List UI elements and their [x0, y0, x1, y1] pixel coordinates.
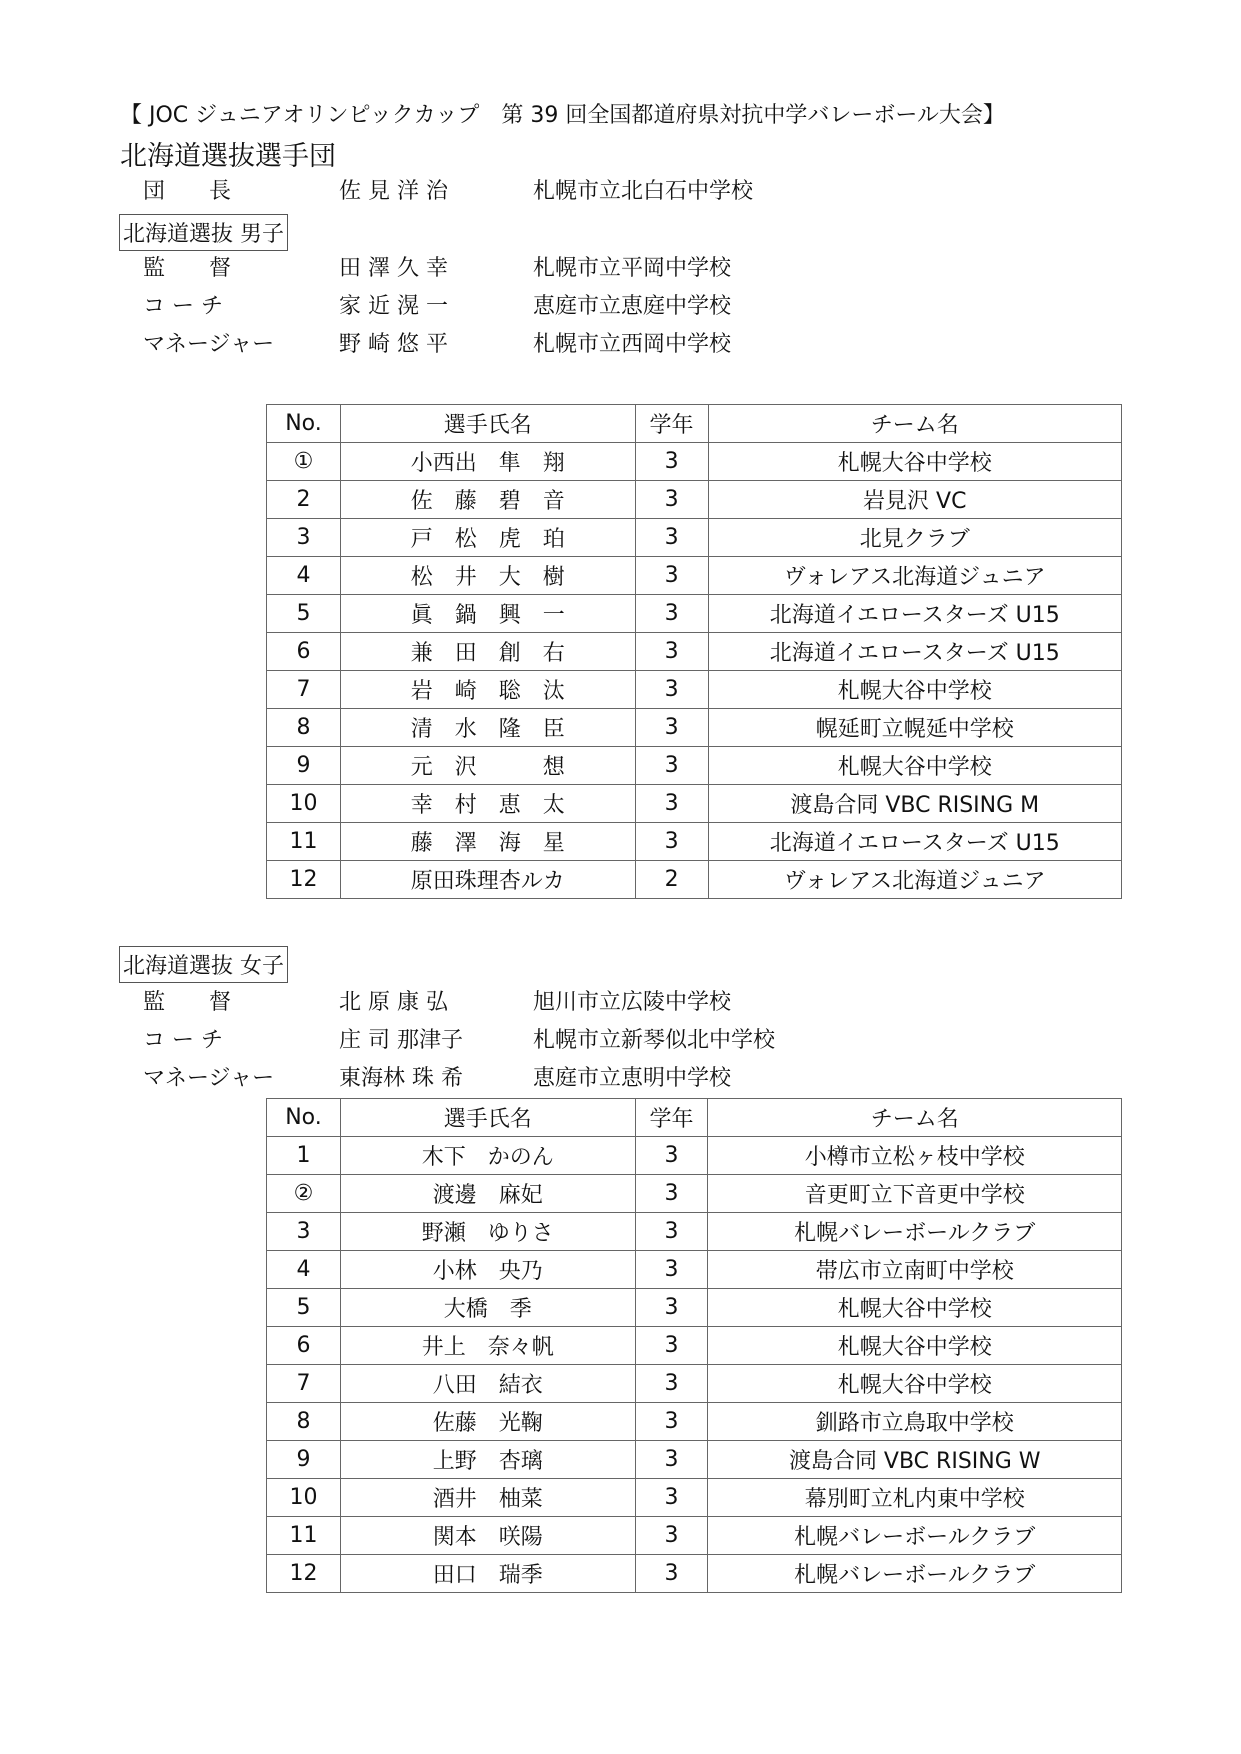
player-name: 小林 央乃 — [340, 1251, 635, 1289]
player-number: 6 — [267, 1327, 341, 1365]
staff-name: 佐 見 洋 治 — [339, 179, 448, 204]
table-row — [267, 1441, 1122, 1479]
player-name: 佐藤 光鞠 — [340, 1403, 635, 1441]
player-team: 小樽市立松ヶ枝中学校 — [708, 1137, 1122, 1175]
player-team: 札幌バレーボールクラブ — [708, 1517, 1122, 1555]
player-team: 北海道イエロースターズ U15 — [708, 595, 1121, 633]
girls-roster-table — [266, 1098, 1122, 1593]
player-team: ヴォレアス北海道ジュニア — [708, 861, 1121, 899]
table-row — [267, 1327, 1122, 1365]
player-number: 11 — [267, 1517, 341, 1555]
player-number: 8 — [267, 709, 341, 747]
player-name: 八田 結衣 — [340, 1365, 635, 1403]
player-team: 札幌大谷中学校 — [708, 671, 1121, 709]
column-header-grade: 学年 — [635, 405, 708, 443]
player-team: 釧路市立鳥取中学校 — [708, 1403, 1122, 1441]
player-team: 北海道イエロースターズ U15 — [708, 823, 1121, 861]
player-grade: 3 — [635, 1441, 708, 1479]
table-row — [267, 1555, 1122, 1593]
table-row — [267, 861, 1122, 899]
table-row — [267, 557, 1122, 595]
staff-row — [0, 289, 1241, 325]
player-grade: 3 — [635, 709, 708, 747]
player-number: 3 — [267, 1213, 341, 1251]
table-row — [267, 1517, 1122, 1555]
player-number: 6 — [267, 633, 341, 671]
player-name: 清 水 隆 臣 — [340, 709, 635, 747]
player-number: 2 — [267, 481, 341, 519]
player-team: 音更町立下音更中学校 — [708, 1175, 1122, 1213]
player-team: 幕別町立札内東中学校 — [708, 1479, 1122, 1517]
player-grade: 3 — [635, 747, 708, 785]
staff-school: 札幌市立新琴似北中学校 — [533, 1028, 776, 1053]
staff-name: 野 崎 悠 平 — [339, 332, 448, 357]
column-header-number: No. — [267, 405, 341, 443]
boys-section-label: 北海道選抜 男子 — [119, 214, 288, 251]
player-team: 札幌大谷中学校 — [708, 1289, 1122, 1327]
staff-role: コ ー チ — [143, 294, 223, 319]
table-row — [267, 709, 1122, 747]
staff-name: 東海林 珠 希 — [339, 1066, 463, 1091]
staff-role: マネージャー — [143, 1066, 275, 1091]
staff-row — [0, 1023, 1241, 1059]
player-grade: 3 — [635, 785, 708, 823]
player-number: 5 — [267, 595, 341, 633]
player-name: 松 井 大 樹 — [340, 557, 635, 595]
player-number: 1 — [267, 1137, 341, 1175]
player-name: 藤 澤 海 星 — [340, 823, 635, 861]
player-name: 岩 崎 聡 汰 — [340, 671, 635, 709]
player-name: 戸 松 虎 珀 — [340, 519, 635, 557]
player-number: 9 — [267, 747, 341, 785]
table-header-row — [267, 1099, 1122, 1137]
staff-school: 恵庭市立恵明中学校 — [533, 1066, 732, 1091]
player-grade: 3 — [635, 1365, 708, 1403]
staff-row — [0, 327, 1241, 363]
player-grade: 3 — [635, 1327, 708, 1365]
player-grade: 3 — [635, 1555, 708, 1593]
column-header-team: チーム名 — [708, 1099, 1122, 1137]
player-name: 兼 田 創 右 — [340, 633, 635, 671]
table-row — [267, 443, 1122, 481]
staff-role: 監 督 — [143, 990, 232, 1015]
staff-row — [0, 251, 1241, 287]
player-name: 大橋 季 — [340, 1289, 635, 1327]
player-grade: 3 — [635, 1403, 708, 1441]
table-row — [267, 1479, 1122, 1517]
table-row — [267, 633, 1122, 671]
player-name: 渡邊 麻妃 — [340, 1175, 635, 1213]
player-team: 札幌大谷中学校 — [708, 1327, 1122, 1365]
staff-school: 旭川市立広陵中学校 — [533, 990, 732, 1015]
column-header-team: チーム名 — [708, 405, 1121, 443]
table-row — [267, 1365, 1122, 1403]
player-team: 札幌大谷中学校 — [708, 747, 1121, 785]
player-grade: 3 — [635, 595, 708, 633]
player-number: 7 — [267, 1365, 341, 1403]
player-team: 岩見沢 VC — [708, 481, 1121, 519]
player-name: 田口 瑞季 — [340, 1555, 635, 1593]
player-number: 12 — [267, 861, 341, 899]
player-number: ② — [267, 1175, 341, 1213]
player-team: 札幌大谷中学校 — [708, 1365, 1122, 1403]
leader-row — [0, 174, 1241, 210]
player-grade: 2 — [635, 861, 708, 899]
staff-role: 監 督 — [143, 256, 232, 281]
staff-school: 札幌市立西岡中学校 — [533, 332, 732, 357]
player-grade: 3 — [635, 671, 708, 709]
player-team: 札幌大谷中学校 — [708, 443, 1121, 481]
document-title: 【 JOC ジュニアオリンピックカップ 第 39 回全国都道府県対抗中学バレーボール大会】 — [120, 103, 1005, 128]
player-name: 酒井 柚菜 — [340, 1479, 635, 1517]
table-row — [267, 671, 1122, 709]
player-grade: 3 — [635, 1175, 708, 1213]
player-grade: 3 — [635, 1289, 708, 1327]
player-team: 札幌バレーボールクラブ — [708, 1555, 1122, 1593]
player-number: 3 — [267, 519, 341, 557]
player-name: 幸 村 恵 太 — [340, 785, 635, 823]
player-number: 5 — [267, 1289, 341, 1327]
table-row — [267, 785, 1122, 823]
staff-role: 団 長 — [143, 179, 232, 204]
player-grade: 3 — [635, 1517, 708, 1555]
player-number: 11 — [267, 823, 341, 861]
staff-school: 札幌市立北白石中学校 — [533, 179, 754, 204]
table-row — [267, 1213, 1122, 1251]
player-team: 渡島合同 VBC RISING M — [708, 785, 1121, 823]
player-number: 10 — [267, 785, 341, 823]
column-header-name: 選手氏名 — [340, 405, 635, 443]
table-row — [267, 1137, 1122, 1175]
player-number: ① — [267, 443, 341, 481]
player-grade: 3 — [635, 823, 708, 861]
delegation-heading: 北海道選抜選手団 — [120, 141, 336, 172]
player-grade: 3 — [635, 481, 708, 519]
player-name: 上野 杏璃 — [340, 1441, 635, 1479]
player-number: 4 — [267, 557, 341, 595]
table-header-row — [267, 405, 1122, 443]
player-name: 小西出 隼 翔 — [340, 443, 635, 481]
staff-row — [0, 985, 1241, 1021]
player-number: 10 — [267, 1479, 341, 1517]
column-header-grade: 学年 — [635, 1099, 708, 1137]
table-row — [267, 481, 1122, 519]
table-row — [267, 1251, 1122, 1289]
player-team: 幌延町立幌延中学校 — [708, 709, 1121, 747]
player-team: 札幌バレーボールクラブ — [708, 1213, 1122, 1251]
player-name: 野瀬 ゆりさ — [340, 1213, 635, 1251]
player-name: 木下 かのん — [340, 1137, 635, 1175]
player-team: 帯広市立南町中学校 — [708, 1251, 1122, 1289]
table-row — [267, 823, 1122, 861]
staff-name: 北 原 康 弘 — [339, 990, 448, 1015]
staff-name: 田 澤 久 幸 — [339, 256, 448, 281]
table-row — [267, 1289, 1122, 1327]
staff-name: 庄 司 那津子 — [339, 1028, 463, 1053]
staff-name: 家 近 滉 一 — [339, 294, 448, 319]
player-grade: 3 — [635, 557, 708, 595]
player-name: 関本 咲陽 — [340, 1517, 635, 1555]
girls-section-label: 北海道選抜 女子 — [119, 946, 288, 983]
player-name: 原田珠理杏ルカ — [340, 861, 635, 899]
player-grade: 3 — [635, 443, 708, 481]
player-name: 井上 奈々帆 — [340, 1327, 635, 1365]
table-row — [267, 1403, 1122, 1441]
player-grade: 3 — [635, 519, 708, 557]
player-grade: 3 — [635, 633, 708, 671]
player-number: 8 — [267, 1403, 341, 1441]
staff-role: マネージャー — [143, 332, 275, 357]
staff-school: 恵庭市立恵庭中学校 — [533, 294, 732, 319]
table-row — [267, 595, 1122, 633]
player-grade: 3 — [635, 1479, 708, 1517]
player-number: 4 — [267, 1251, 341, 1289]
player-number: 12 — [267, 1555, 341, 1593]
player-team: 渡島合同 VBC RISING W — [708, 1441, 1122, 1479]
player-number: 7 — [267, 671, 341, 709]
staff-row — [0, 1061, 1241, 1097]
player-name: 佐 藤 碧 音 — [340, 481, 635, 519]
table-row — [267, 747, 1122, 785]
player-number: 9 — [267, 1441, 341, 1479]
player-grade: 3 — [635, 1137, 708, 1175]
player-grade: 3 — [635, 1251, 708, 1289]
staff-role: コ ー チ — [143, 1028, 223, 1053]
column-header-number: No. — [267, 1099, 341, 1137]
player-grade: 3 — [635, 1213, 708, 1251]
column-header-name: 選手氏名 — [340, 1099, 635, 1137]
player-name: 元 沢 想 — [340, 747, 635, 785]
table-row — [267, 519, 1122, 557]
boys-roster-table — [266, 404, 1122, 899]
player-name: 眞 鍋 興 一 — [340, 595, 635, 633]
player-team: 北見クラブ — [708, 519, 1121, 557]
staff-school: 札幌市立平岡中学校 — [533, 256, 732, 281]
player-team: ヴォレアス北海道ジュニア — [708, 557, 1121, 595]
table-row — [267, 1175, 1122, 1213]
player-team: 北海道イエロースターズ U15 — [708, 633, 1121, 671]
